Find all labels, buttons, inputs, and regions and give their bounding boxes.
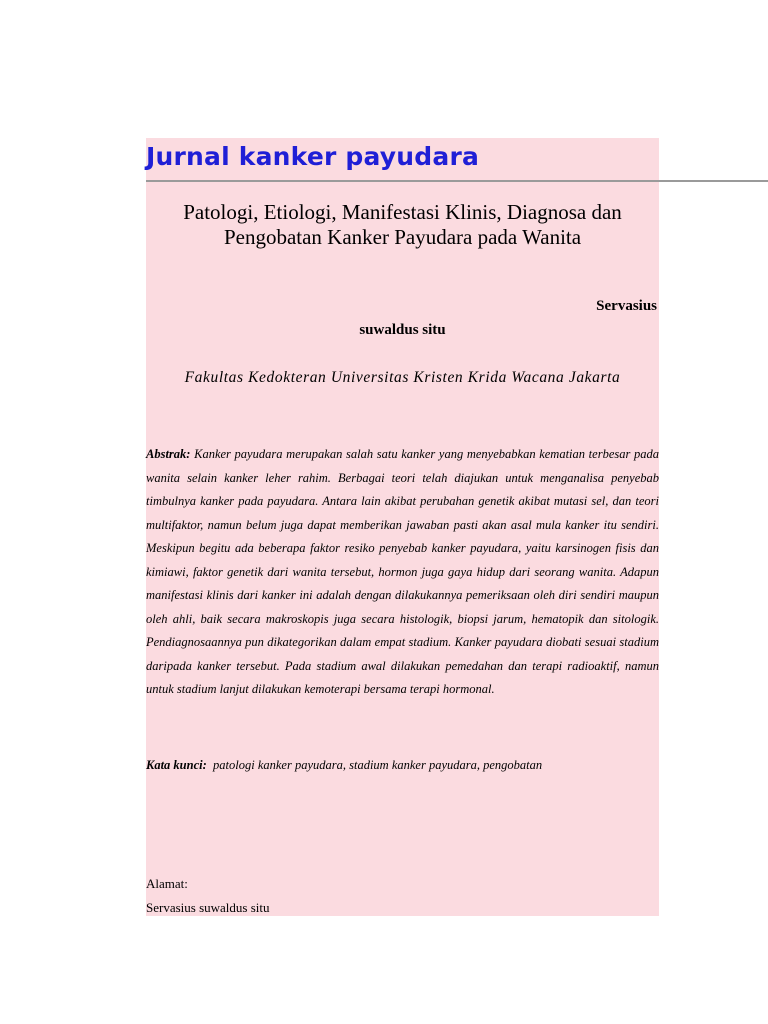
- title-divider: [146, 180, 768, 182]
- keywords-text: patologi kanker payudara, stadium kanker payudara, pengobatan: [213, 758, 543, 772]
- abstract-label: Abstrak:: [146, 447, 191, 461]
- journal-title: Jurnal kanker payudara: [146, 142, 480, 171]
- author-last-name: suwaldus situ: [359, 322, 446, 338]
- author-affiliation: Fakultas Kedokteran Universitas Kristen Krida Wacana Jakarta: [184, 369, 621, 386]
- abstract-text: Kanker payudara merupakan salah satu kanker yang menyebabkan kematian terbesar pada wanita selain kanker leher rahim. Berbagai teori telah diajukan untuk menganalisa penyebab timbulnya kanker pada payudara. Antara lain akibat perubahan genetik akibat mutasi sel, dan teori multifaktor, namun belum juga dapat memberikan jawaban pasti akan asal mula kanker itu sendiri. Meskipun begitu ada beberapa faktor resiko penyebab kanker payudara, yaitu karsinogen fisis dan kimiawi, faktor genetik dari wanita tersebut, hormon juga gaya hidup dari seorang wanita. Adapun manifestasi klinis dari kanker ini adalah dengan dilakukannya pemeriksaan oleh diri sendiri maupun oleh ahli, baik secara makroskopis juga secara histologik, biopsi jarum, hematopik dan sitologik. Pendiagnosaannya pun dikategorikan dalam empat stadium. Kanker payudara diobati sesuai stadium daripada kanker tersebut. Pada stadium awal dilakukan pemedahan dan terapi radioaktif, namun untuk stadium lanjut dilakukan kemoterapi bersama terapi hormonal.: [146, 447, 659, 696]
- keywords-paragraph: [146, 754, 659, 778]
- author-first-name: Servasius: [596, 298, 657, 314]
- keywords-label: Kata kunci:: [146, 758, 207, 772]
- document-page: [146, 138, 659, 916]
- address-label: Alamat:: [146, 876, 188, 891]
- abstract-paragraph: [146, 443, 659, 702]
- article-subtitle: Patologi, Etiologi, Manifestasi Klinis, Diagnosa dan Pengobatan Kanker Payudara pada Wanita: [183, 200, 622, 249]
- address-name: Servasius suwaldus situ: [146, 900, 270, 915]
